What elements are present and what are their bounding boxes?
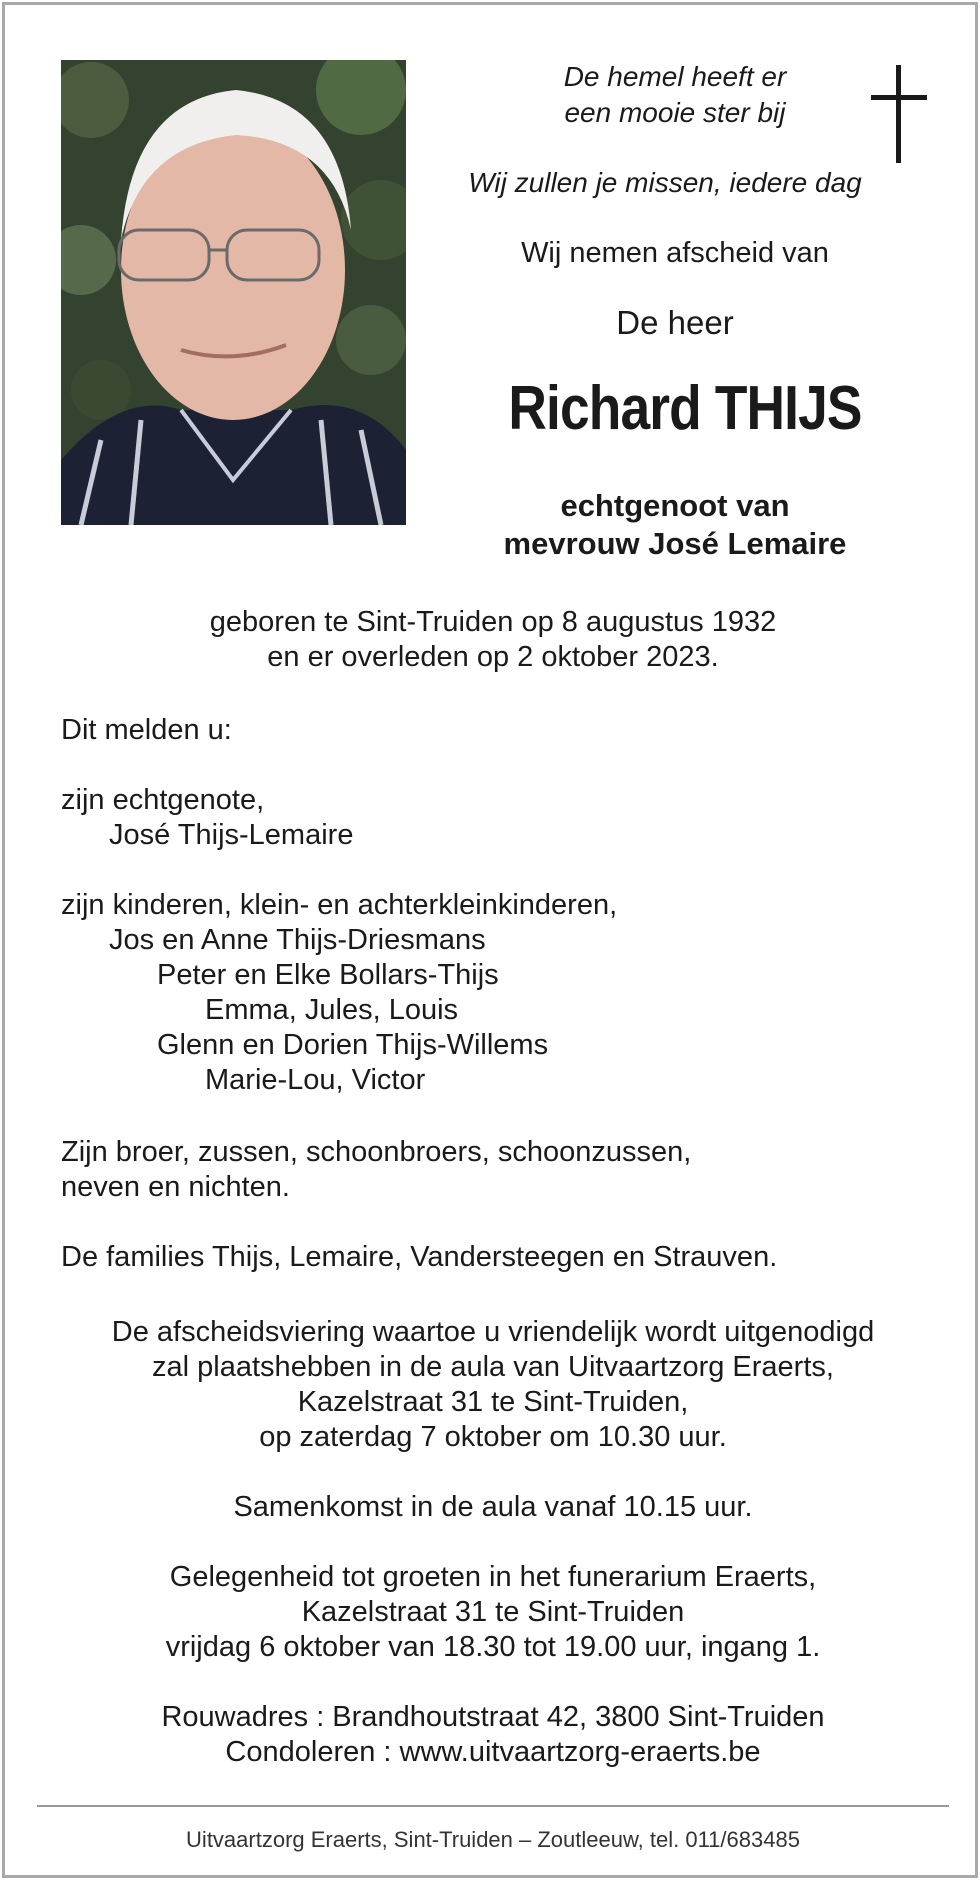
verse-line-3: Wij zullen je missen, iedere dag <box>468 167 862 198</box>
list-item: Peter en Elke Bollars-Thijs <box>157 959 499 991</box>
list-item: Glenn en Dorien Thijs-Willems <box>157 1029 549 1061</box>
death-line: en er overleden op 2 oktober 2023. <box>267 641 719 673</box>
visitation-block <box>5 1560 980 1665</box>
children-block <box>61 888 617 1098</box>
condolence-link[interactable]: Condoleren : www.uitvaartzorg-eraerts.be <box>225 1736 761 1768</box>
verse-line-2: een mooie ster bij <box>564 97 786 128</box>
spouse-line-2: mevrouw José Lemaire <box>503 526 847 561</box>
visitation-line-3: vrijdag 6 oktober van 18.30 tot 19.00 uur, ingang 1. <box>165 1631 821 1663</box>
ceremony-line-2: zal plaatshebben in de aula van Uitvaartzorg Eraerts, <box>152 1351 834 1383</box>
wife-heading: zijn echtgenote, <box>61 784 265 816</box>
list-item: Jos en Anne Thijs-Driesmans <box>109 924 486 956</box>
ceremony-block <box>5 1315 980 1455</box>
families-text: De families Thijs, Lemaire, Vandersteegen en Strauven. <box>61 1241 778 1273</box>
verse-block <box>425 59 925 131</box>
footer-text: Uitvaartzorg Eraerts, Sint-Truiden – Zoutleeuw, tel. 011/683485 <box>186 1827 800 1852</box>
salutation: De heer <box>616 304 734 341</box>
siblings-block <box>61 1135 691 1205</box>
obituary-card <box>2 2 978 1878</box>
visitation-line-2: Kazelstraat 31 te Sint-Truiden <box>301 1596 685 1628</box>
list-item: Marie-Lou, Victor <box>205 1064 426 1096</box>
spouse-line-1: echtgenoot van <box>560 488 790 523</box>
deceased-name: Richard THIJS <box>508 374 862 443</box>
dates-block <box>5 605 980 675</box>
address-line: Rouwadres : Brandhoutstraat 42, 3800 Sint-Truiden <box>161 1701 825 1733</box>
birth-line: geboren te Sint-Truiden op 8 augustus 1932 <box>209 606 777 638</box>
siblings-line-1: Zijn broer, zussen, schoonbroers, schoonzussen, <box>61 1136 692 1168</box>
verse-line-1: De hemel heeft er <box>563 61 787 92</box>
ceremony-line-1: De afscheidsviering waartoe u vriendelijk wordt uitgenodigd <box>111 1316 875 1348</box>
portrait-photo <box>61 60 406 525</box>
children-heading: zijn kinderen, klein- en achterkleinkinderen, <box>61 889 618 921</box>
gathering-text: Samenkomst in de aula vanaf 10.15 uur. <box>233 1491 753 1523</box>
announce-text: Dit melden u: <box>61 714 232 746</box>
wife-block <box>61 783 353 853</box>
wife-name: José Thijs-Lemaire <box>109 819 354 851</box>
siblings-line-2: neven en nichten. <box>61 1171 290 1203</box>
list-item: Emma, Jules, Louis <box>205 994 459 1026</box>
visitation-line-1: Gelegenheid tot groeten in het funerarium Eraerts, <box>169 1561 817 1593</box>
ceremony-line-4: op zaterdag 7 oktober om 10.30 uur. <box>259 1421 727 1453</box>
ceremony-line-3: Kazelstraat 31 te Sint-Truiden, <box>297 1386 689 1418</box>
contact-block <box>5 1700 980 1770</box>
intro-text: Wij nemen afscheid van <box>521 237 829 269</box>
footer-divider <box>37 1805 949 1807</box>
